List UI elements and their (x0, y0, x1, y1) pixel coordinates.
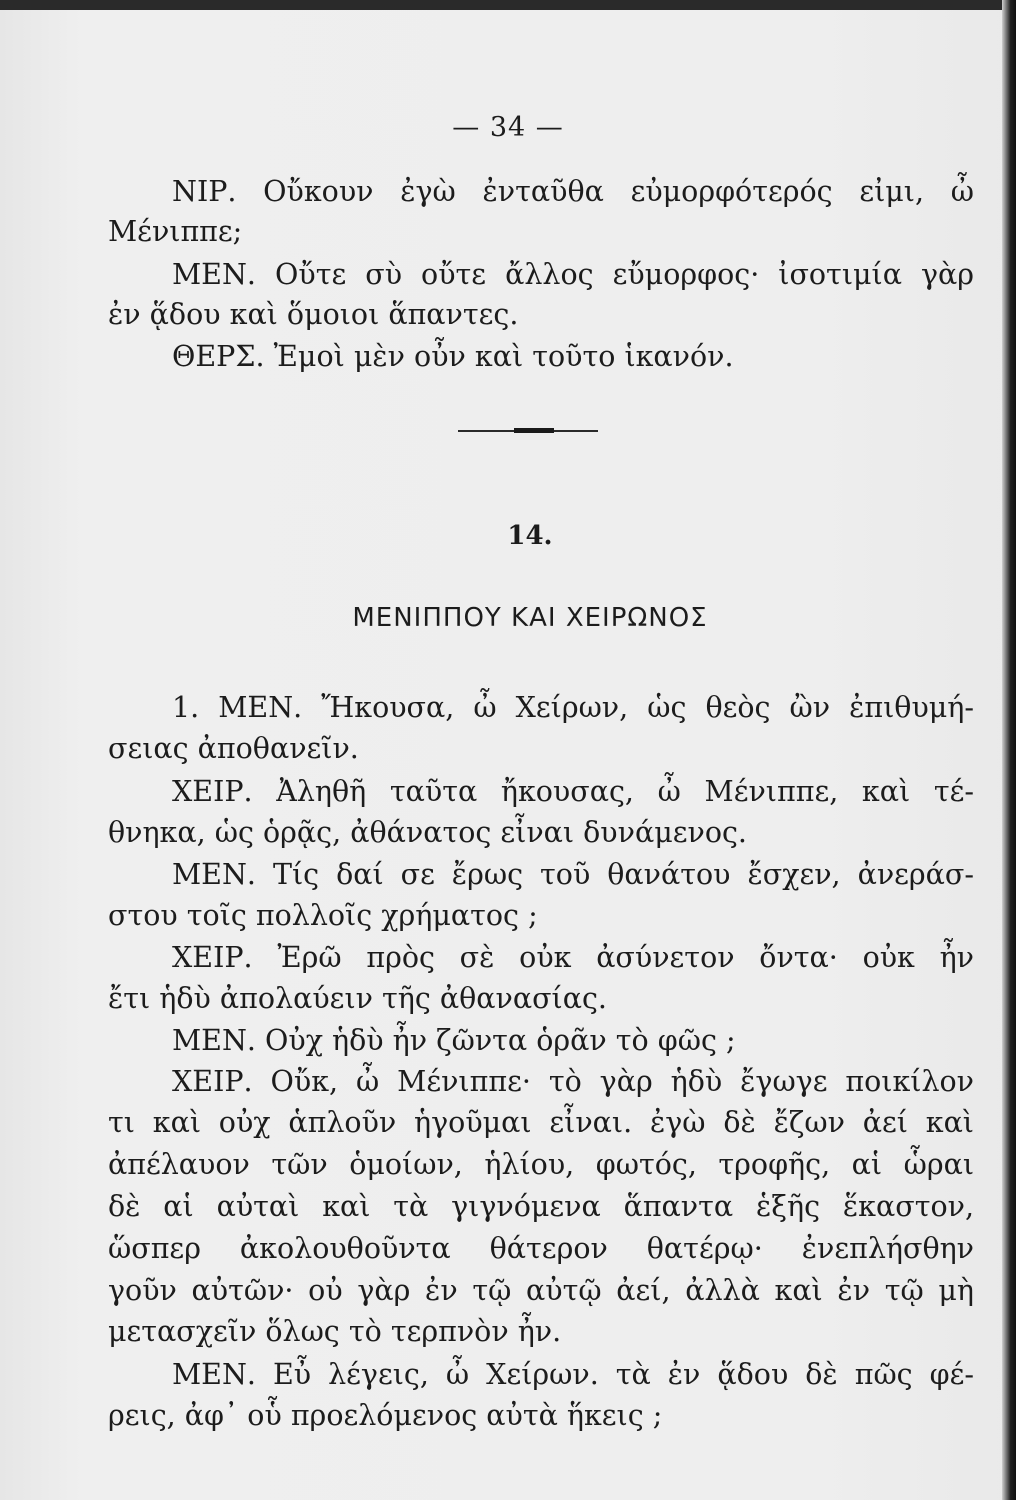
text-line-21: μετασχεῖν ὅλως τὸ τερπνὸν ἦν. (108, 1315, 562, 1348)
text-line-9: θνηκα, ὡς ὁρᾷς, ἀθάνατος εἶναι δυνάμενος. (108, 816, 747, 849)
text-line-2: Μένιππε; (108, 215, 243, 248)
text-line-7: σειας ἀποθανεῖν. (108, 732, 359, 765)
text-line-22: ΜΕΝ. Εὖ λέγεις, ὦ Χείρων. τὰ ἐν ᾅδου δὲ πῶς φέ- (172, 1358, 974, 1391)
text-line-13: ἔτι ἡδὺ ἀπολαύειν τῆς ἀθανασίας. (108, 982, 607, 1015)
text-line-12: ΧΕΙΡ. Ἐρῶ πρὸς σὲ οὐκ ἀσύνετον ὄντα· οὐκ ἦν (172, 941, 974, 974)
text-line-1: ΝΙΡ. Οὔκουν ἐγὼ ἐνταῦθα εὐμορφότερός εἰμι, ὦ (172, 175, 974, 208)
text-line-23: ρεις, ἀφ᾽ οὗ προελόμενος αὐτὰ ἥκεις ; (108, 1399, 663, 1432)
section-number: 14. (507, 521, 553, 551)
page-right-edge (1002, 0, 1016, 1500)
section-divider-center (514, 428, 554, 433)
text-line-5: ΘΕΡΣ. Ἐμοὶ μὲν οὖν καὶ τοῦτο ἱκανόν. (172, 340, 734, 373)
text-line-16: τι καὶ οὐχ ἁπλοῦν ἡγοῦμαι εἶναι. ἐγὼ δὲ ἔζων ἀεί καὶ (108, 1106, 974, 1139)
text-line-18: δὲ αἱ αὐταὶ καὶ τὰ γιγνόμενα ἅπαντα ἑξῆς ἕκαστον, (108, 1190, 974, 1223)
text-line-15: ΧΕΙΡ. Οὔκ, ὦ Μένιππε· τὸ γὰρ ἡδὺ ἔγωγε ποικίλον (172, 1065, 974, 1098)
text-line-11: στου τοῖς πολλοῖς χρήματος ; (108, 899, 538, 932)
text-line-8: ΧΕΙΡ. Ἀληθῆ ταῦτα ἤκουσας, ὦ Μένιππε, καὶ τέ- (172, 775, 974, 808)
text-line-20: γοῦν αὐτῶν· οὐ γὰρ ἐν τῷ αὐτῷ ἀεί, ἀλλὰ καὶ ἐν τῷ μὴ (108, 1274, 974, 1307)
text-line-10: ΜΕΝ. Τίς δαί σε ἔρως τοῦ θανάτου ἔσχεν, ἀνεράσ- (172, 858, 974, 891)
section-title: ΜΕΝΙΠΠΟΥ ΚΑΙ ΧΕΙΡΩΝΟΣ (352, 603, 708, 633)
page-top-edge (0, 0, 1016, 10)
text-line-17: ἀπέλαυον τῶν ὁμοίων, ἡλίου, φωτός, τροφῆς, αἱ ὧραι (108, 1148, 974, 1181)
page-number: — 34 — (452, 112, 564, 143)
text-line-4: ἐν ᾅδου καὶ ὅμοιοι ἅπαντες. (108, 298, 519, 331)
text-line-3: ΜΕΝ. Οὔτε σὺ οὔτε ἄλλος εὔμορφος· ἰσοτιμία γὰρ (172, 258, 974, 291)
text-line-19: ὥσπερ ἀκολουθοῦντα θάτερον θατέρῳ· ἐνεπλήσθην (108, 1232, 974, 1265)
text-line-6: 1. ΜΕΝ. Ἤκουσα, ὦ Χείρων, ὡς θεὸς ὢν ἐπιθυμή- (172, 691, 974, 724)
text-line-14: ΜΕΝ. Οὐχ ἡδὺ ἦν ζῶντα ὁρᾶν τὸ φῶς ; (172, 1024, 736, 1057)
